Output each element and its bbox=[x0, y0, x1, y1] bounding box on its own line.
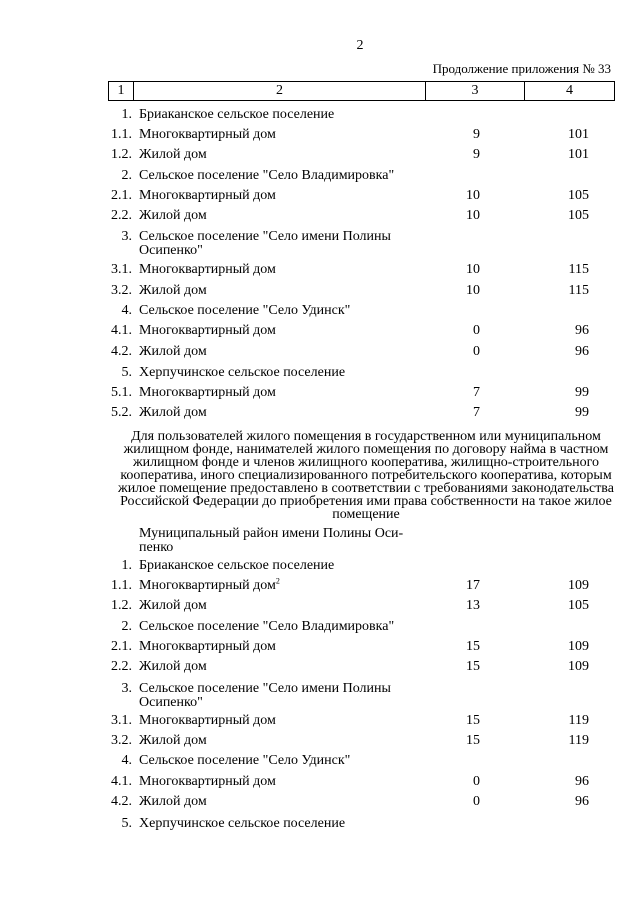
row-name-text: Сельское поселение "Село имени Полины Осипенко" bbox=[139, 229, 391, 258]
row-value-col3: 7 bbox=[473, 405, 480, 420]
row-name bbox=[139, 620, 429, 634]
row-name-text: Многоквартирный дом bbox=[139, 323, 276, 338]
row-number: 3.2. bbox=[111, 733, 132, 748]
row-name bbox=[139, 754, 429, 768]
row-name bbox=[139, 527, 429, 555]
row-name-text: Сельское поселение "Село Удинск" bbox=[139, 303, 351, 318]
row-value-col3: 0 bbox=[473, 774, 480, 789]
row-name bbox=[139, 734, 429, 748]
row-number: 4.1. bbox=[111, 323, 132, 338]
row-name-text: Жилой дом bbox=[139, 344, 207, 359]
row-number: 5.2. bbox=[111, 405, 132, 420]
row-value-col4: 101 bbox=[568, 127, 589, 142]
row-name-text: Многоквартирный дом bbox=[139, 127, 276, 142]
column-header: 2 bbox=[134, 82, 426, 101]
row-name-text: Многоквартирный дом bbox=[139, 713, 276, 728]
row-name bbox=[139, 366, 429, 380]
column-header: 4 bbox=[525, 82, 615, 101]
row-value-col4: 109 bbox=[568, 659, 589, 674]
row-name-text: Херпучинское сельское поселение bbox=[139, 816, 346, 831]
row-name bbox=[139, 576, 429, 593]
row-number: 2.1. bbox=[111, 188, 132, 203]
row-name-text: Сельское поселение "Село Владимировка" bbox=[139, 619, 395, 634]
row-value-col4: 99 bbox=[575, 405, 589, 420]
row-name-text: Сельское поселение "Село Удинск" bbox=[139, 753, 351, 768]
row-value-col3: 10 bbox=[466, 208, 480, 223]
row-value-col4: 109 bbox=[568, 578, 589, 593]
row-value-col4: 96 bbox=[575, 794, 589, 809]
row-value-col3: 15 bbox=[466, 733, 480, 748]
row-value-col4: 115 bbox=[568, 283, 589, 298]
row-name-text: Бриаканское сельское поселение bbox=[139, 107, 335, 122]
row-value-col4: 99 bbox=[575, 385, 589, 400]
row-number: 2.2. bbox=[111, 208, 132, 223]
row-name bbox=[139, 386, 429, 400]
row-value-col3: 9 bbox=[473, 147, 480, 162]
row-name-text: Сельское поселение "Село имени Полины Осипенко" bbox=[139, 681, 391, 710]
row-number: 5. bbox=[121, 816, 132, 831]
row-name-text: Многоквартирный дом bbox=[139, 639, 276, 654]
row-number: 3. bbox=[121, 229, 132, 244]
row-name bbox=[139, 599, 429, 613]
column-header-row bbox=[109, 82, 615, 101]
row-number: 2. bbox=[121, 619, 132, 634]
footnote-marker: 2 bbox=[275, 576, 280, 586]
row-number: 3. bbox=[121, 681, 132, 696]
row-number: 3.2. bbox=[111, 283, 132, 298]
row-name-text: Бриаканское сельское поселение bbox=[139, 558, 335, 573]
column-header-table bbox=[108, 81, 615, 101]
row-value-col4: 96 bbox=[575, 344, 589, 359]
row-name bbox=[139, 345, 429, 359]
row-name bbox=[139, 406, 429, 420]
row-value-col4: 96 bbox=[575, 323, 589, 338]
row-value-col3: 0 bbox=[473, 344, 480, 359]
row-number: 1.1. bbox=[111, 127, 132, 142]
row-name-text: Херпучинское сельское поселение bbox=[139, 365, 346, 380]
row-value-col4: 96 bbox=[575, 774, 589, 789]
row-name bbox=[139, 263, 429, 277]
row-number: 1. bbox=[121, 107, 132, 122]
row-name-text: Многоквартирный дом bbox=[139, 262, 276, 277]
row-value-col3: 10 bbox=[466, 262, 480, 277]
row-name bbox=[139, 209, 429, 223]
row-name bbox=[139, 148, 429, 162]
row-value-col4: 119 bbox=[568, 733, 589, 748]
row-number: 1.2. bbox=[111, 598, 132, 613]
row-name bbox=[139, 324, 429, 338]
row-name bbox=[139, 284, 429, 298]
row-number: 4.2. bbox=[111, 344, 132, 359]
row-number: 5. bbox=[121, 365, 132, 380]
row-name bbox=[139, 128, 429, 142]
row-name bbox=[139, 817, 429, 831]
row-value-col4: 105 bbox=[568, 598, 589, 613]
row-value-col3: 13 bbox=[466, 598, 480, 613]
row-name bbox=[139, 660, 429, 674]
row-value-col3: 10 bbox=[466, 188, 480, 203]
row-name bbox=[139, 795, 429, 809]
row-number: 4. bbox=[121, 303, 132, 318]
row-number: 3.1. bbox=[111, 713, 132, 728]
row-value-col4: 119 bbox=[568, 713, 589, 728]
row-name bbox=[139, 775, 429, 789]
row-number: 4. bbox=[121, 753, 132, 768]
row-name-text: Муниципальный район имени Полины Оси-пенко bbox=[139, 526, 404, 555]
row-value-col3: 10 bbox=[466, 283, 480, 298]
row-name-text: Жилой дом bbox=[139, 733, 207, 748]
row-name bbox=[139, 640, 429, 654]
continuation-note: Продолжение приложения № 33 bbox=[432, 61, 611, 76]
row-value-col4: 101 bbox=[568, 147, 589, 162]
row-name-text: Жилой дом bbox=[139, 659, 207, 674]
row-number: 5.1. bbox=[111, 385, 132, 400]
row-name bbox=[139, 189, 429, 203]
row-name bbox=[139, 714, 429, 728]
row-value-col4: 109 bbox=[568, 639, 589, 654]
row-name-text: Жилой дом bbox=[139, 208, 207, 223]
row-name bbox=[139, 169, 429, 183]
row-name bbox=[139, 304, 429, 318]
row-name-text: Сельское поселение "Село Владимировка" bbox=[139, 168, 395, 183]
row-name bbox=[139, 230, 429, 258]
row-number: 4.1. bbox=[111, 774, 132, 789]
row-name-text: Многоквартирный дом bbox=[139, 578, 276, 593]
row-value-col4: 105 bbox=[568, 188, 589, 203]
row-value-col3: 9 bbox=[473, 127, 480, 142]
row-name bbox=[139, 559, 429, 573]
column-header: 1 bbox=[109, 82, 134, 101]
row-value-col3: 15 bbox=[466, 659, 480, 674]
row-value-col3: 15 bbox=[466, 639, 480, 654]
row-number: 1.1. bbox=[111, 578, 132, 593]
row-number: 2.1. bbox=[111, 639, 132, 654]
row-name bbox=[139, 108, 429, 122]
row-value-col3: 0 bbox=[473, 323, 480, 338]
row-number: 4.2. bbox=[111, 794, 132, 809]
row-name-text: Жилой дом bbox=[139, 283, 207, 298]
row-value-col3: 0 bbox=[473, 794, 480, 809]
row-number: 2.2. bbox=[111, 659, 132, 674]
row-value-col3: 15 bbox=[466, 713, 480, 728]
row-value-col3: 17 bbox=[466, 578, 480, 593]
row-name-text: Многоквартирный дом bbox=[139, 774, 276, 789]
row-name bbox=[139, 682, 429, 710]
row-number: 3.1. bbox=[111, 262, 132, 277]
row-number: 2. bbox=[121, 168, 132, 183]
section-heading: Для пользователей жилого помещения в государственном или муниципальном жилищном фонде, нанимателей жилого помещения по договору найма в частном жилищном фонде и членов жилищного кооператива, жилищно-строительного кооператива, иного специализированного потребительского кооператива, которым жилое помещение предоставлено в соответствии с требованиями законодательства Российской Федерации до приобретения ими права собственности на такое жилое помещение bbox=[118, 429, 614, 522]
row-name-text: Жилой дом bbox=[139, 405, 207, 420]
row-name-text: Многоквартирный дом bbox=[139, 188, 276, 203]
row-number: 1.2. bbox=[111, 147, 132, 162]
row-value-col4: 115 bbox=[568, 262, 589, 277]
row-name-text: Жилой дом bbox=[139, 598, 207, 613]
page-number: 2 bbox=[356, 38, 364, 53]
row-name-text: Жилой дом bbox=[139, 794, 207, 809]
column-header: 3 bbox=[426, 82, 525, 101]
row-value-col4: 105 bbox=[568, 208, 589, 223]
row-number: 1. bbox=[121, 558, 132, 573]
row-name-text: Многоквартирный дом bbox=[139, 385, 276, 400]
row-value-col3: 7 bbox=[473, 385, 480, 400]
row-name-text: Жилой дом bbox=[139, 147, 207, 162]
